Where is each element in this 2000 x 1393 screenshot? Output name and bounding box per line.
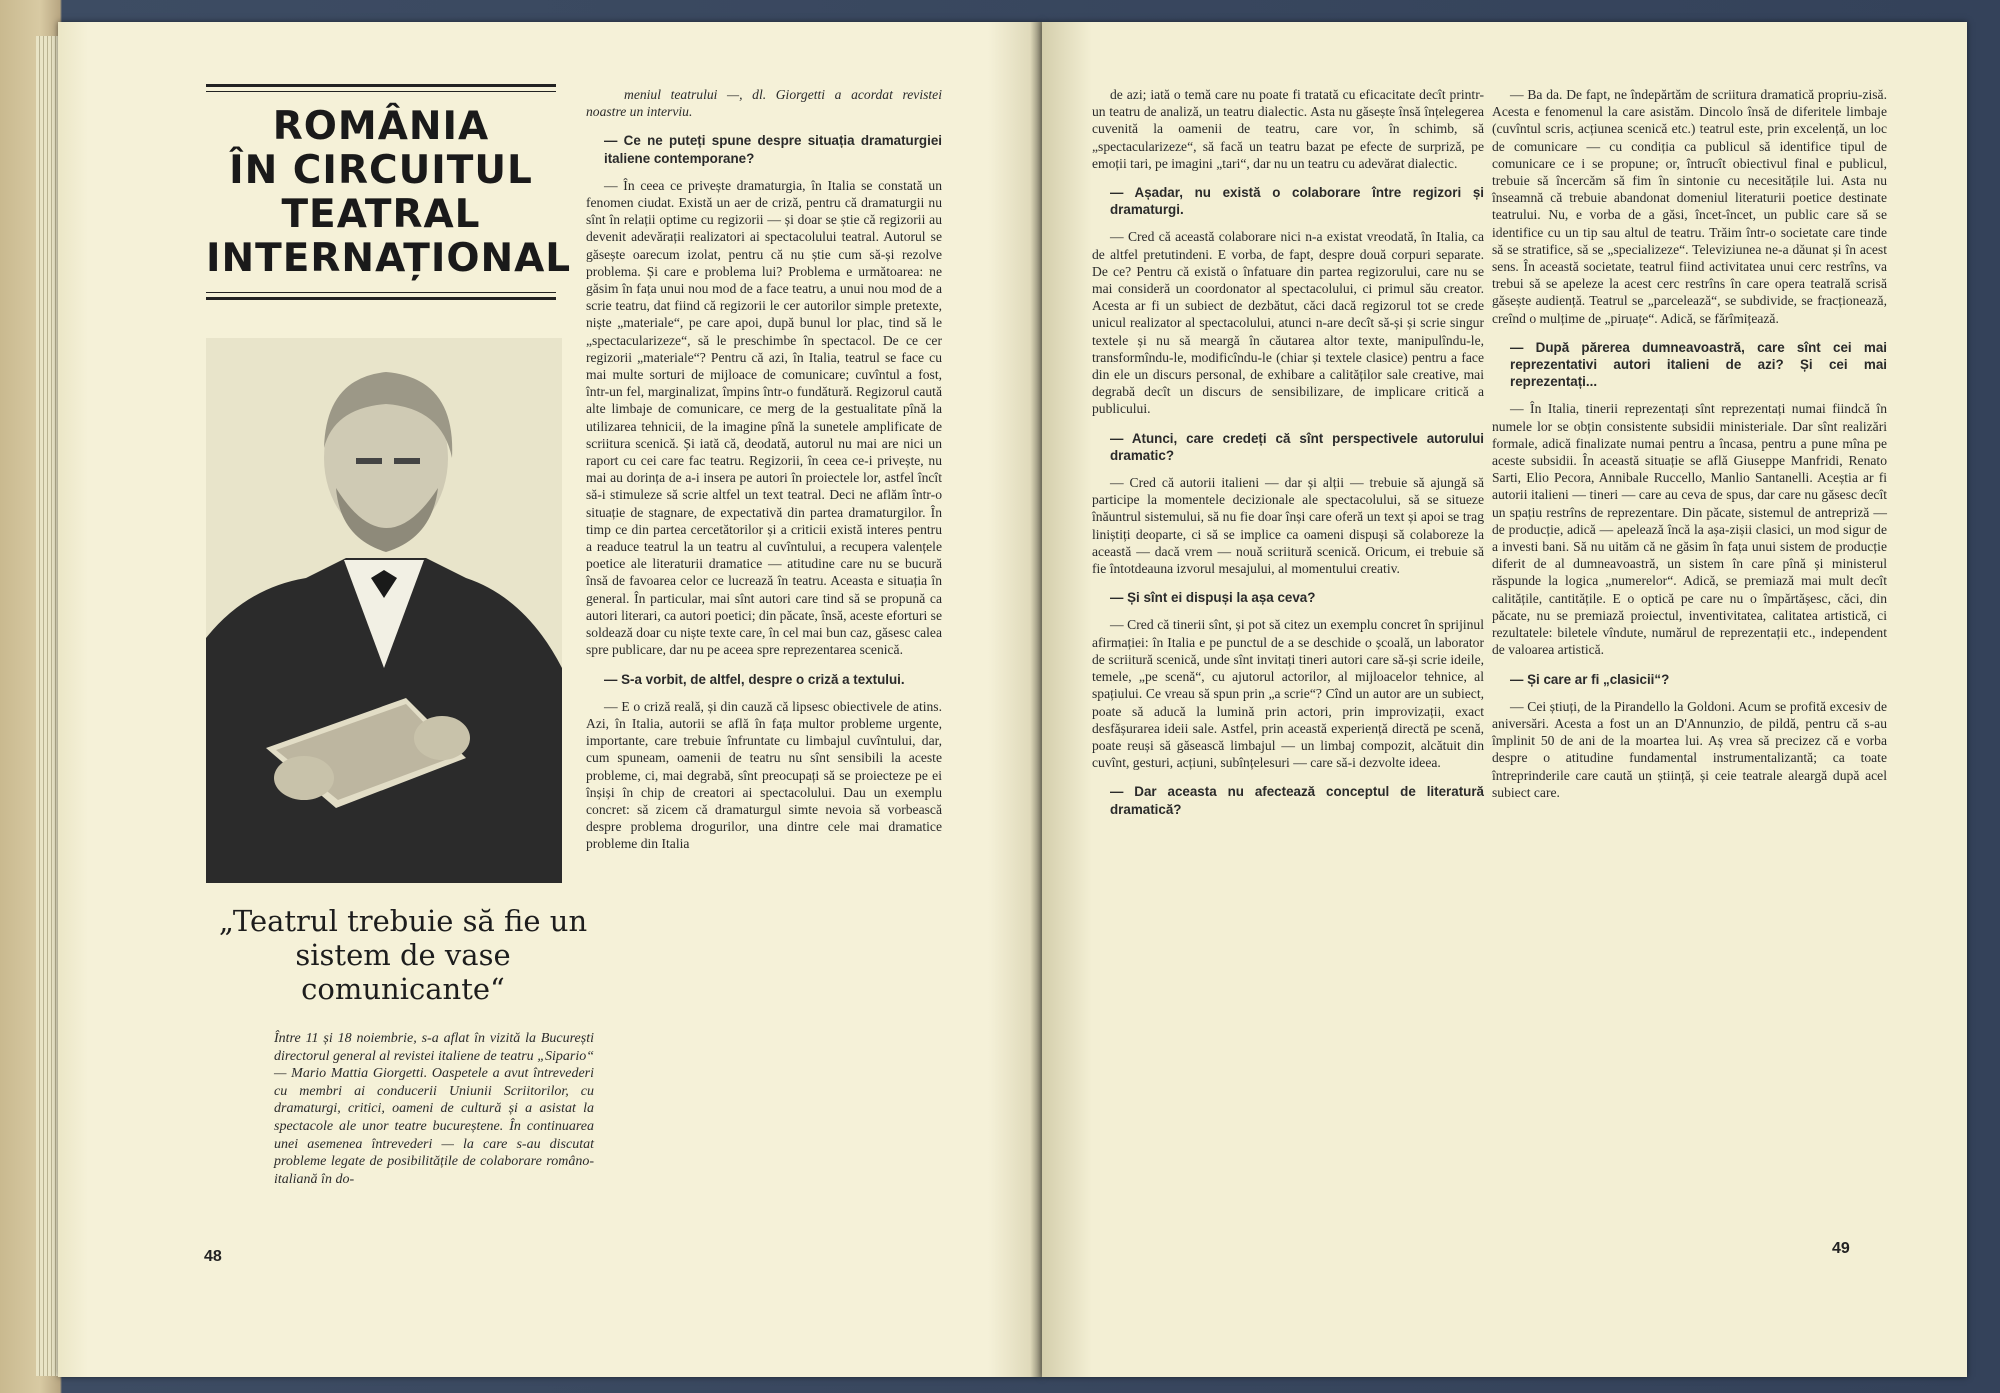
left-page — [58, 22, 1042, 1377]
right-page — [1042, 22, 1967, 1377]
portrait-illustration — [206, 338, 562, 883]
interview-answer: — În ceea ce privește dramaturgia, în Italia se constată un fenomen ciudat. Există un aer de criză, pentru că dramaturgii nu sînt în relații optime cu regizorii — și doar se știe că regizorii au devenit adevărații realizatori ai spectacolului teatral. Autorul se găsește oarecum izolat, pentru că nu știe cum să-și rezolve problema. Și care e problema lui? Problema e următoarea: ne găsim în fața unui nou mod de a face teatru, a unui nou mod de a scrie teatru, dat fiind că regizorii le cer autorilor simple pretexte, niște „materiale“, pe care apoi, după bunul lor plac, tind să le „spectacularizeze“, să le preschimbe în spectacol. De ce cer regizorii „materiale“? Pentru că azi, în Italia, teatrul se face cu mai multe sorturi de mijloace de comunicare; cuvîntul a fost, într-un fel, marginalizat, împins într-o fundătură. Regizorul caută alte limbaje de comunicare, ce merg de la gestualitate pînă la utilizarea tehnicii, de la imagine pînă la sunetele amplificate de scriitura scenică. Și iată că, deodată, autorul nu mai are nici un raport cu cei care fac teatru. Regizorii, în ceea ce-i privește, nu mai au dorința de a-i insera pe autori în proiectele lor, astfel încît să-i stimuleze să scrie altfel un text teatral. Deci ne aflăm într-o situație de stagnare, de expectativă din partea dramaturgilor. În timp ce din partea cercetătorilor și a criticii există interes pentru a readuce teatrul la un teatru al cuvîntului, a recupera valențele poetice ale literaturii dramatice — atitudine care nu se bucură însă de favoarea celor ce lucrează în teatru. Aceasta e situația în general. În particular, mai sînt autori care tind să se propună ca autori literari, ca autori poetici; din păcate, însă, aceste eforturi se soldează doar cu niște texte care, în cel mai bun caz, găsesc calea spre publicare, dar nu pe aceea spre reprezentarea scenică. — [586, 177, 942, 658]
interview-question: — Ce ne puteți spune despre situația dramaturgiei italiene contemporane? — [604, 133, 942, 166]
left-page-column-2 — [586, 86, 942, 853]
interview-question: — Așadar, nu există o colaborare între regizori și dramaturgi. — [1110, 185, 1484, 218]
interview-question: — Și care ar fi „clasicii“? — [1510, 671, 1670, 687]
title-line: ROMÂNIA — [272, 104, 490, 149]
title-line: TEATRAL — [281, 192, 481, 237]
interview-question: — Atunci, care credeți că sînt perspectivele autorului dramatic? — [1110, 430, 1484, 463]
interview-question: — După părerea dumneavoastră, care sînt cei mai reprezentativi autori italieni de azi? Și cei mai reprezentați... — [1510, 339, 1887, 390]
pull-quote: „Teatrul trebuie să fie un sistem de vase comunicante“ — [218, 904, 588, 1006]
interview-answer: — Cred că această colaborare nici n-a existat vreodată, în Italia, ca de altfel pretutindeni. E vorba, de fapt, despre două corpuri separate. De ce? Pentru că există o înfatuare din partea regizorului, care nu se mai consideră un coordonator al spectacolului, ci primul său creator. Acesta ar fi un subiect de dezbătut, căci dacă regizorul tot se crede unicul realizator al spectacolului, atunci n-are decît să-și și scrie singur textele și nu să meargă în căutarea altor texte, manipulîndu-le, transformîndu-le, modificîndu-le (chiar și textele clasice) pentru a face din ele un discurs personal, de exhibare a calităților sale creative, mai degrabă decît un discurs de sensibilizare, de implicare critică a publicului. — [1092, 229, 1484, 417]
right-page-column-1 — [1092, 86, 1484, 828]
interview-answer: — Ba da. De fapt, ne îndepărtăm de scriitura dramatică propriu-zisă. Acesta e fenomenul la care asistăm. Dincolo însă de diferitele limbaje (cuvîntul scris, acțiunea scenică etc.) teatrul este, prin excelență, un loc de comunicare — cu condiția ca publicul să identifice tipul de comunicare ce i se propune; or, întrucît obiectivul final e publicul, trebuie să încercăm să fim în sintonie cu necesitățile lui. Asta nu înseamnă că trebuie abandonat domeniul literaturii poetice destinate teatrului. Nu, e vorba de a găsi, încet-încet, un public care să se identifice cu un tip sau altul de teatru. Trăim într-o societate care tinde să se stratifice, să se „specializeze“. Televiziunea ne-a dăunat și în acest sens. În această societate, teatrul fiind activitatea unui cerc restrîns, va trebui să se apeleze la acest cerc restrîns în care opera teatrală scrisă găsește audiență. Teatrul se „parcelează“, se subdivide, se fracționează, creînd o mulțime de „piruațe“. Adică, se fărîmițează. — [1492, 87, 1887, 326]
interview-question: — Dar aceasta nu afectează conceptul de literatură dramatică? — [1110, 784, 1484, 817]
portrait-photo — [206, 338, 562, 883]
page-number: 48 — [204, 1248, 222, 1265]
interview-answer: — Cei știuți, de la Pirandello la Goldoni. Acum se profită excesiv de aniversări. Acesta a fost un an D'Annunzio, de pildă, pentru că s-au împlinit 50 de ani de la moartea lui. Aș vrea să precizez că e vorba despre o atitudine fundamental instrumentalizantă; ca toate întreprinderile care caută un știință, și ceie teatrale aleargă după acel subiect care. — [1492, 698, 1887, 800]
interview-answer: — E o criză reală, și din cauză că lipsesc obiectivele de atins. Azi, în Italia, autorii se află în fața multor probleme urgente, importante, care trebuie înfruntate cu limbajul cuvîntului, dar, cum spuneam, oamenii de teatru nu sînt sensibili la aceste probleme, ci, mai degrabă, sînt preocupați să se proiecteze pe ei înșiși în chip de creatori ai spectacolului. Dau un exemplu concret: să zicem că dramaturgul simte nevoia să vorbească despre problema drogurilor, una dintre cele mai dramatice probleme din Italia — [586, 698, 942, 852]
interview-answer: — În Italia, tinerii reprezentați sînt reprezentați numai fiindcă în numele lor se obțin consistente subsidii ministeriale. Dar sînt realizări formale, adică finalizate numai pentru a încasa, pentru a pune mîna pe aceste subsidii. În această situație se află Giuseppe Manfridi, Renato Sarti, Elio Pecora, Annibale Ruccello, Manlio Santanelli. Aceștia ar fi autorii italieni — tineri — care au ceva de spus, dar care nu găsesc decît un spațiu restrîns de reprezentare. Din păcate, sistemul de antrepriză — de producție, adică — apelează încă la așa-zișii clasici, un mod sigur de a investi bani. Să nu uităm că ne găsim în fața unui sistem de producție diferit de al dumneavoastră, un sistem în care pînă și ministerul răspunde la logica „numerelor“. Adică, se premiază mai mult decît calitățile, cantitățile. E o optică pe care nu o împărtășesc, căci, din păcate, nu se premiază proiectul, inventivitatea, calitatea artistică, ci rezultatele: biletele vîndute, numărul de reprezentații etc., independent de valoarea artistică. — [1492, 401, 1887, 658]
interview-lead: meniul teatrului —, dl. Giorgetti a acordat revistei noastre un interviu. — [586, 87, 942, 120]
interview-question: — S-a vorbit, de altfel, despre o criză a textului. — [604, 671, 905, 687]
title-line: INTERNAȚIONAL — [206, 236, 572, 281]
intro-paragraph: Între 11 și 18 noiembrie, s-a aflat în vizită la București directorul general al revistei italiene de teatru „Sipario“ — Mario Mattia Giorgetti. Oaspetele a avut întrevederi cu membri ai conducerii Uniunii Scriitorilor, cu dramaturgi, critici, oameni de cultură și a asistat la spectacole ale unor teatre bucureștene. În continuarea unei asemenea întrevederi — la care s-au discutat probleme legate de posibilitățile de colaborare româno-italiană în do- — [274, 1031, 594, 1187]
title-line: ÎN CIRCUITUL — [229, 148, 533, 193]
page-number: 49 — [1832, 1240, 1850, 1257]
interview-answer: — Cred că autorii italieni — dar și alții — trebuie să ajungă să participe la momentele decizionale ale spectacolului, să se situeze înăuntrul sistemului, să nu fie doar înși care oferă un text și apoi se trag liniștiți deoparte, ci să se implice ca oameni dispuși să colaboreze la această — dacă vrem — nouă scriitură scenică. Oricum, ei trebuie să fie întotdeauna izvorul mesajului, al momentului creativ. — [1092, 475, 1484, 577]
interview-answer: — Cred că tinerii sînt, și pot să citez un exemplu concret în sprijinul afirmației: în Italia e pe punctul de a se deschide o școală, un laborator de scriitură scenică, unde sînt invitați tineri autori care să-și scrie ideile, temele, „pe scenă“, cu ajutorul actorilor, al mijloacelor tehnice, al spațiului. Ce vreau să spun prin „a scrie“? Cînd un autor are un subiect, poate să aducă la lumină prin actori, prin improvizații, exact desfășurarea ideii sale. Astfel, prin această experiență directă pe scenă, poate reuși să găsească limbajul — un limbaj compozit, alcătuit din cuvînt, gesturi, acțiuni, subînțelesuri — care să-i dezvolte ideea. — [1092, 617, 1484, 771]
article-title — [206, 84, 572, 300]
interview-answer: de azi; iată o temă care nu poate fi tratată cu eficacitate decît printr-un teatru de analiză, un teatru dialectic. Asta nu găsește însă înțelegerea cuvenită la oamenii de teatru, care vor, în schimb, să „spectacularizeze“, să facă un teatru bazat pe efecte de surpriză, pe emoții tari, pe imagini „tari“, dar nu un teatru cu adevărat dialectic. — [1092, 87, 1484, 171]
right-page-column-2 — [1492, 86, 1887, 801]
interview-question: — Și sînt ei dispuși la așa ceva? — [1110, 590, 1316, 606]
